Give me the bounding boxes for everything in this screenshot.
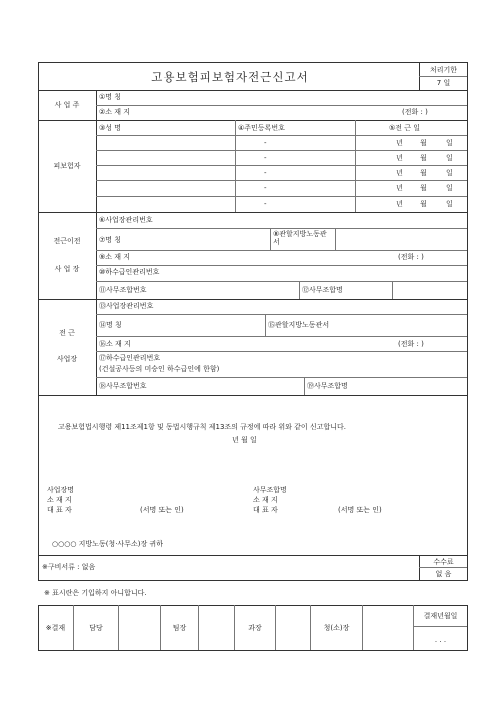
approval-col-team-lead: 팀장: [172, 624, 187, 632]
new-assoc-name-label: ⑲사무조합명: [307, 382, 348, 390]
date-year: 년: [396, 169, 403, 177]
prev-office-label: ⑧관할지방노동관서: [273, 230, 327, 246]
prev-address-label: ⑨소 재 지: [99, 253, 131, 261]
approval-col-staff: 담당: [89, 624, 103, 632]
new-site-label-1: 전 근: [59, 329, 75, 337]
employer-rep-sign-label: 대 표 자: [47, 506, 72, 514]
employer-name-sign-label: 사업장명: [47, 486, 75, 494]
prev-assoc-name-label: ⑫사무조합명: [302, 286, 343, 294]
employer-section-label: 사 업 주: [54, 101, 80, 109]
assoc-rep-sign-label: 대 표 자: [253, 506, 278, 514]
rrn-dash: -: [264, 169, 267, 177]
approval-label: ※결재: [45, 624, 66, 632]
date-day: 일: [446, 139, 453, 147]
employer-phone-label: (전화 : ): [402, 108, 428, 116]
date-year: 년: [396, 200, 403, 208]
new-address-label: ⑯소 재 지: [99, 340, 131, 348]
insured-name-header: ③성 명: [99, 124, 122, 132]
new-name-label: ⑭명 칭: [99, 321, 122, 329]
approval-col-section-chief: 과장: [248, 624, 262, 632]
recipient: ○○○○ 지방노동(청·사무소)장 귀하: [52, 540, 163, 548]
date-year: 년: [396, 154, 403, 162]
prev-phone-label: (전화 : ): [398, 253, 424, 261]
approval-date-value: . . .: [434, 636, 447, 644]
employer-addr-sign-label: 소 재 지: [47, 496, 72, 504]
new-phone-label: (전화 : ): [398, 340, 424, 348]
prev-site-label-2: 사 업 장: [54, 265, 80, 273]
date-day: 일: [446, 154, 453, 162]
date-month: 월: [420, 184, 427, 192]
date-day: 일: [446, 184, 453, 192]
declaration-statement: 고용보험법시행령 제11조제1항 및 동법시행규칙 제13조의 규정에 따라 위와 같이 신고합니다.: [58, 423, 346, 431]
prev-mgmt-no-label: ⑥사업장관리번호: [99, 216, 153, 224]
form-title: 고용보험피보험자전근신고서: [151, 70, 309, 84]
approval-col-director: 청(소)장: [323, 624, 350, 632]
date-year: 년: [396, 139, 403, 147]
date-year: 년: [396, 184, 403, 192]
deadline-value: 7 일: [436, 79, 451, 87]
prev-assoc-no-label: ⑪사무조합번호: [99, 286, 147, 294]
deadline-label: 처리기한: [429, 66, 458, 74]
new-site-label-2: 사업장: [56, 355, 78, 363]
date-day: 일: [446, 169, 453, 177]
new-office-label: ⑮관할지방노동관서: [268, 321, 330, 329]
employer-signature: (서명 또는 인): [140, 506, 184, 514]
rrn-dash: -: [264, 200, 267, 208]
new-mgmt-no-label: ⑬사업장관리번호: [99, 302, 154, 310]
employer-address-label: ②소 재 지: [99, 108, 131, 116]
footnote: ※ 표시란은 기입하지 아니합니다.: [44, 589, 147, 597]
prev-sub-mgmt-label: ⑩하수급인관리번호: [99, 268, 160, 276]
fee-label: 수수료: [433, 558, 454, 566]
employer-name-label: ①명 칭: [99, 93, 122, 101]
new-assoc-no-label: ⑱사무조합번호: [99, 382, 147, 390]
date-month: 월: [420, 154, 427, 162]
new-sub-mgmt-note: (건설공사등의 미승인 하수급인에 한함): [99, 365, 220, 373]
assoc-addr-sign-label: 소 재 지: [253, 496, 278, 504]
date-month: 월: [420, 169, 427, 177]
date-month: 월: [420, 139, 427, 147]
date-month: 월: [420, 200, 427, 208]
declaration-date-line: 년 월 일: [232, 436, 257, 444]
required-docs: ※구비서류 : 없음: [42, 563, 96, 571]
rrn-dash: -: [264, 139, 267, 147]
date-day: 일: [446, 200, 453, 208]
assoc-signature: (서명 또는 인): [338, 506, 382, 514]
new-sub-mgmt-label: ⑰하수급인관리번호: [99, 354, 161, 362]
assoc-name-sign-label: 사무조합명: [253, 486, 287, 494]
insured-date-header: ⑤전 근 일: [389, 124, 421, 132]
insured-rrn-header: ④주민등록번호: [238, 124, 285, 132]
insured-section-label: 피보험자: [53, 162, 81, 170]
prev-site-label-1: 전근이전: [53, 237, 81, 245]
prev-name-label: ⑦명 칭: [99, 236, 122, 244]
fee-value: 없 음: [435, 570, 452, 578]
approval-date-label: 결재년월일: [423, 612, 458, 620]
rrn-dash: -: [264, 154, 267, 162]
rrn-dash: -: [264, 184, 267, 192]
